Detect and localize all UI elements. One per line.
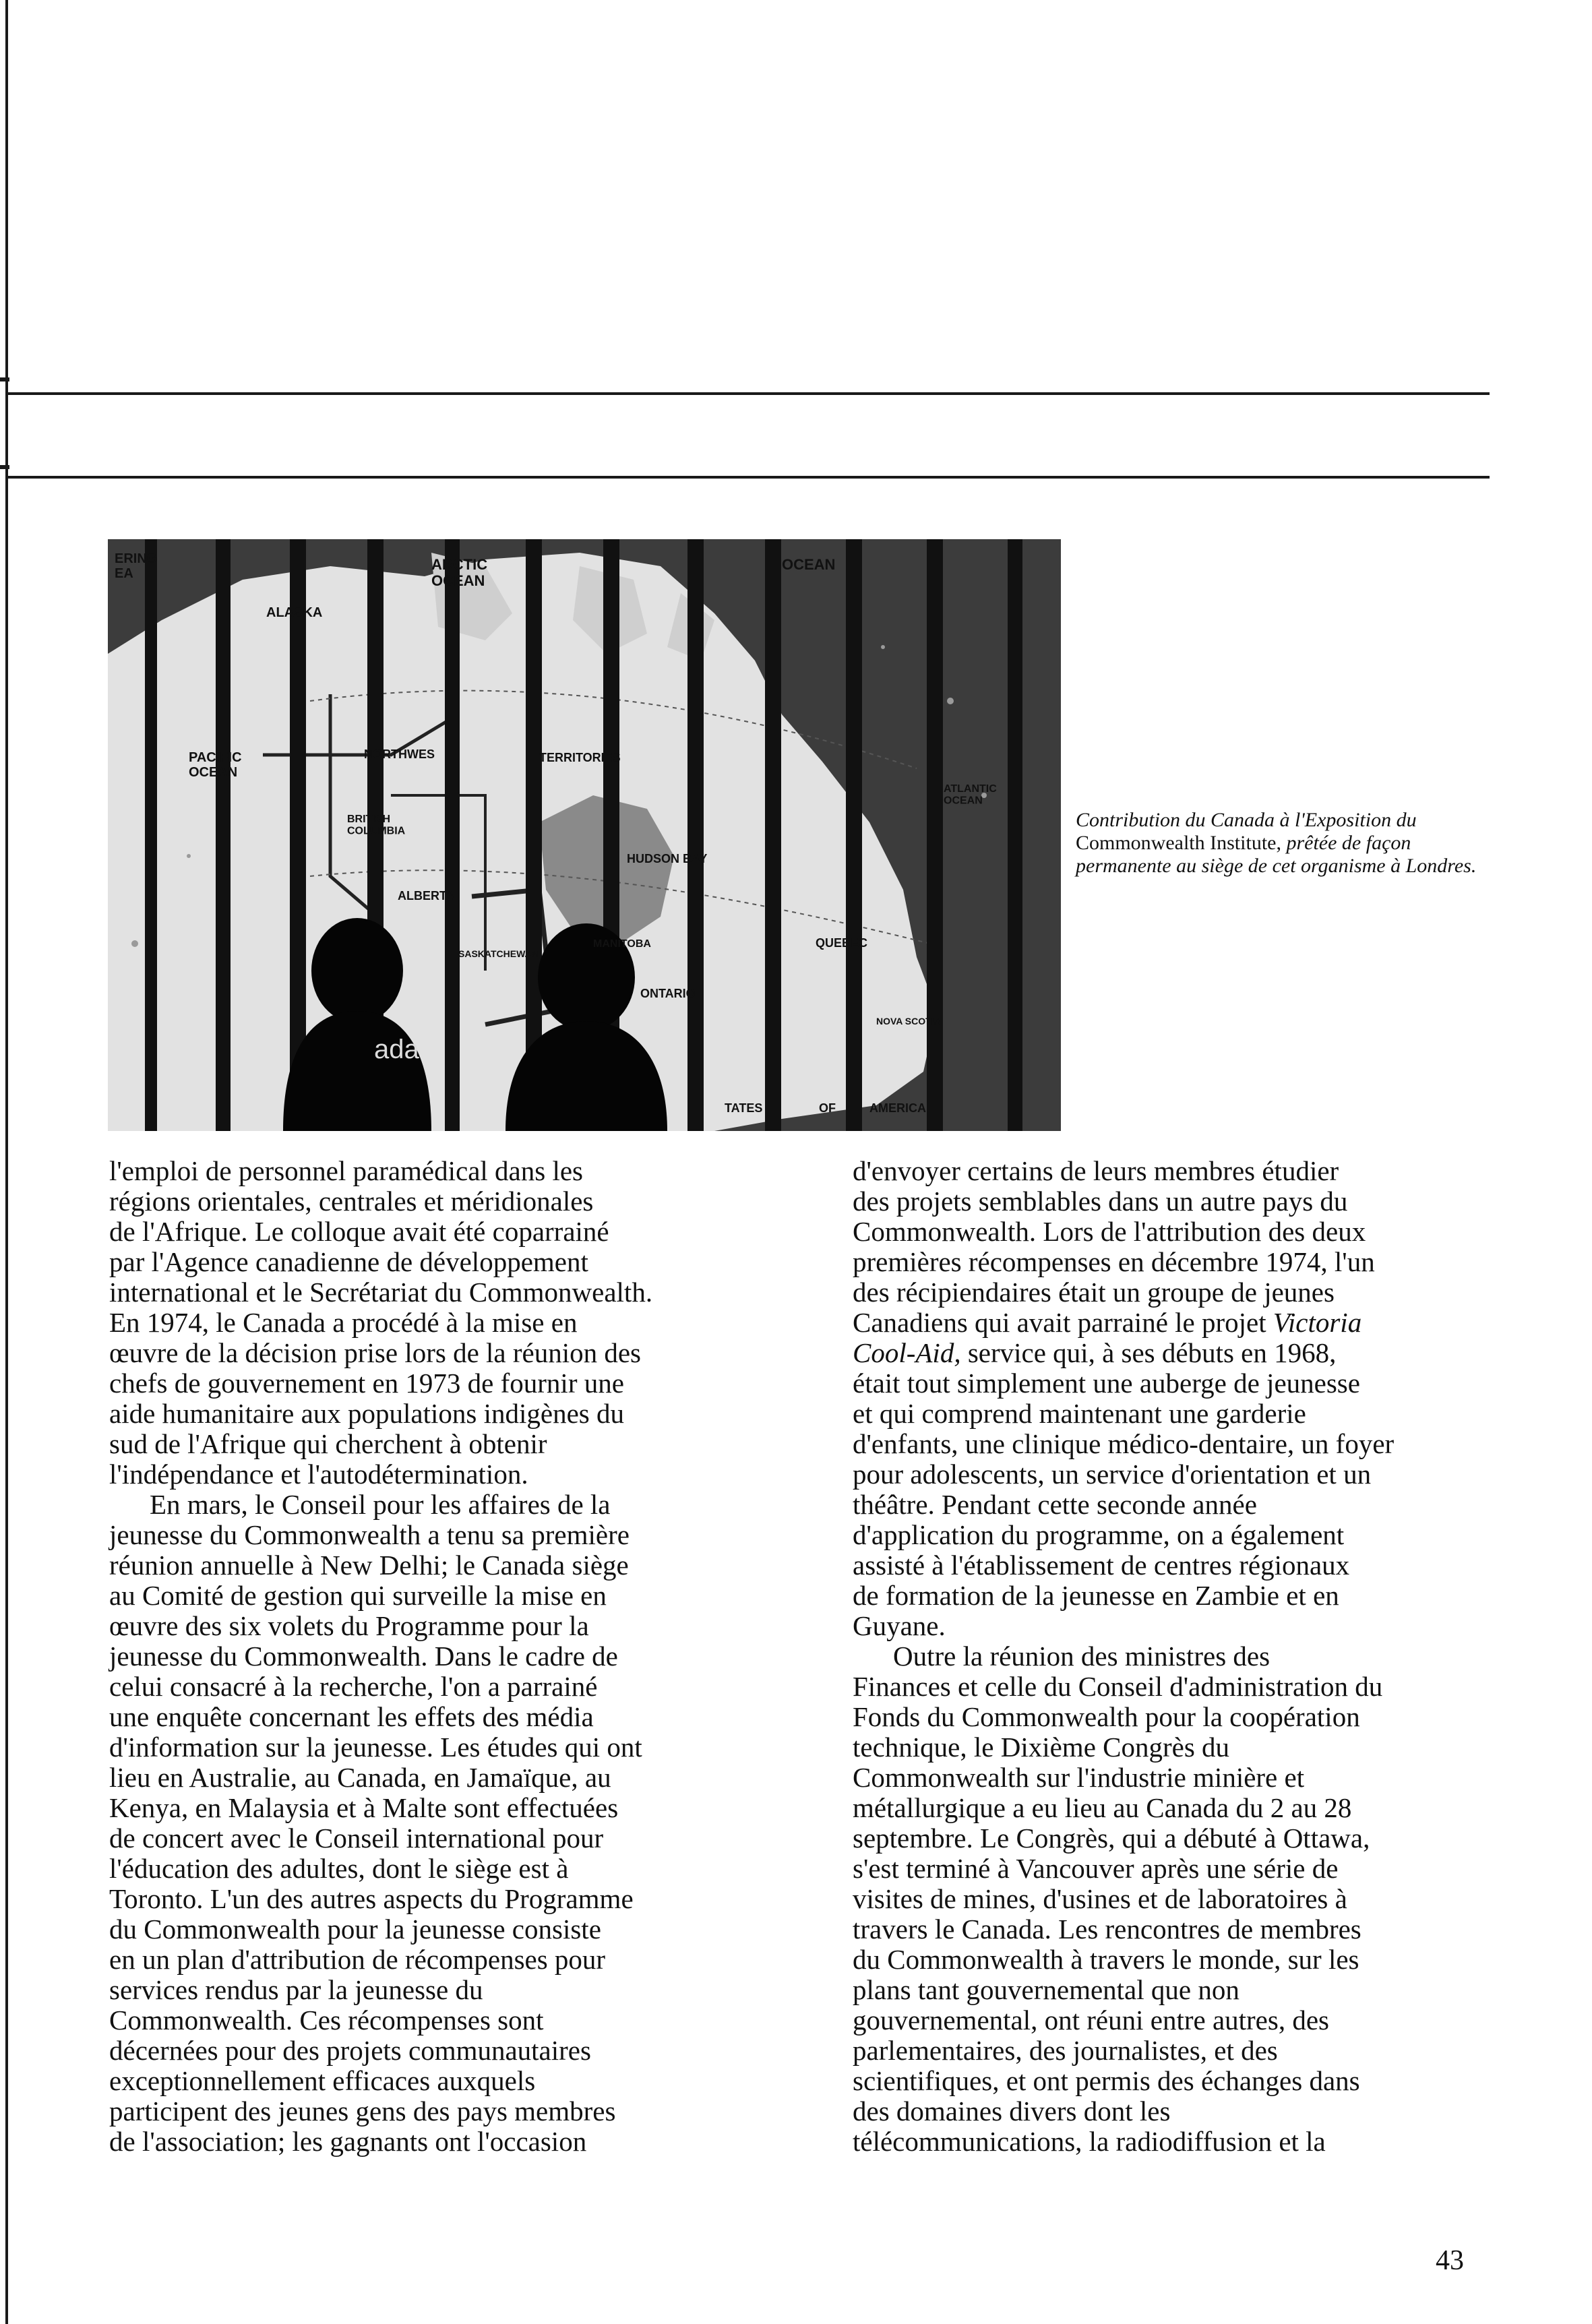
text-line: d'information sur la jeunesse. Les études qui ont <box>109 1732 642 1763</box>
text-line: parlementaires, des journalistes, et des <box>853 2035 1278 2066</box>
map-label-of: OF <box>819 1101 836 1115</box>
text-line: Finances et celle du Conseil d'administration du <box>853 1671 1383 1702</box>
map-label-territories: TERRITORIES <box>539 751 621 764</box>
map-label-quebec: QUEBEC <box>816 936 868 950</box>
text-line: l'éducation des adultes, dont le siège est à <box>109 1853 569 1884</box>
project-name-victoria: Victoria <box>1273 1307 1362 1338</box>
text-line: chefs de gouvernement en 1973 de fournir une <box>109 1368 624 1399</box>
text-line: aide humanitaire aux populations indigènes du <box>109 1398 625 1429</box>
text-line: par l'Agence canadienne de développement <box>109 1246 588 1277</box>
text-line: d'envoyer certains de leurs membres étudier <box>853 1155 1339 1186</box>
text-line: régions orientales, centrales et méridionales <box>109 1186 594 1217</box>
text-line: l'indépendance et l'autodétermination. <box>109 1459 528 1490</box>
map-label-pacific-ocean: PACIFIC OCEAN <box>189 750 242 780</box>
right-paragraph-1 <box>853 1156 1466 1641</box>
top-rule <box>8 392 1490 395</box>
map-label-america: AMERICA <box>869 1101 926 1115</box>
text-line: l'emploi de personnel paramédical dans les <box>109 1155 584 1186</box>
second-rule <box>8 476 1490 479</box>
map-label-bering-sea: ERING EA <box>115 551 158 581</box>
text-line: d'enfants, une clinique médico-dentaire, un foyer <box>853 1428 1395 1459</box>
map-label-hudson-bay: HUDSON BAY <box>627 852 708 865</box>
text-line: de concert avec le Conseil international pour <box>109 1823 604 1854</box>
text-line: Commonwealth. Ces récompenses sont <box>109 2005 544 2036</box>
text-line: gouvernemental, ont réuni entre autres, des <box>853 2005 1329 2036</box>
text-line: Toronto. L'un des autres aspects du Programme <box>109 1883 634 1914</box>
map-label-atlantic-ocean: ATLANTIC OCEAN <box>944 783 997 807</box>
text-line: s'est terminé à Vancouver après une série de <box>853 1853 1339 1884</box>
text-line: réunion annuelle à New Delhi; le Canada siège <box>109 1550 629 1581</box>
text-line: de l'Afrique. Le colloque avait été coparrainé <box>109 1216 609 1247</box>
text-line: des domaines divers dont les <box>853 2096 1171 2127</box>
text-line: En mars, le Conseil pour les affaires de la <box>150 1489 611 1520</box>
text-line: celui consacré à la recherche, l'on a parrainé <box>109 1671 598 1702</box>
text-line: Outre la réunion des ministres des <box>893 1641 1270 1672</box>
text-line: premières récompenses en décembre 1974, l'un <box>853 1246 1375 1277</box>
map-label-states: TATES <box>725 1101 763 1115</box>
map-label-ocean-top: OCEAN <box>782 556 836 573</box>
map-label-saskatchewan: SASKATCHEWAN <box>458 948 539 959</box>
text-line: Kenya, en Malaysia et à Malte sont effectuées <box>109 1792 619 1823</box>
text-line: technique, le Dixième Congrès du <box>853 1732 1230 1763</box>
text-line: théâtre. Pendant cette seconde année <box>853 1489 1257 1520</box>
map-photo-illustration <box>108 539 1061 1131</box>
text-line: jeunesse du Commonwealth. Dans le cadre de <box>109 1641 618 1672</box>
scan-left-edge <box>5 0 8 2324</box>
text-line: En 1974, le Canada a procédé à la mise en <box>109 1307 578 1338</box>
project-name-cool-aid: Cool-Aid, <box>853 1337 961 1368</box>
text-line: Commonwealth. Lors de l'attribution des deux <box>853 1216 1366 1247</box>
text-line: septembre. Le Congrès, qui a débuté à Ottawa, <box>853 1823 1370 1854</box>
text-line: jeunesse du Commonwealth a tenu sa première <box>109 1519 630 1550</box>
text-line: lieu en Australie, au Canada, en Jamaïque, au <box>109 1762 611 1793</box>
text-line: en un plan d'attribution de récompenses pour <box>109 1944 606 1975</box>
text-line: travers le Canada. Les rencontres de membres <box>853 1914 1361 1945</box>
right-column <box>853 1156 1466 2157</box>
text-line: de formation de la jeunesse en Zambie et en <box>853 1580 1339 1611</box>
text-line: métallurgique a eu lieu au Canada du 2 au 28 <box>853 1792 1352 1823</box>
text-segment: Canadiens qui avait parrainé le projet <box>853 1307 1266 1338</box>
text-line: services rendus par la jeunesse du <box>109 1974 483 2005</box>
text-line: de l'association; les gagnants ont l'occasion <box>109 2126 587 2157</box>
caption-part-1: Contribution du Canada à l'Exposition du <box>1076 809 1417 831</box>
map-label-british-columbia: BRITISH COLUMBIA <box>347 814 406 837</box>
map-label-northwest: NORTHWES <box>364 747 435 761</box>
scan-edge-mark <box>0 465 9 469</box>
map-label-arctic-ocean: ARCTIC OCEAN <box>431 556 488 590</box>
text-line: télécommunications, la radiodiffusion et la <box>853 2126 1326 2157</box>
scan-edge-mark <box>0 377 9 381</box>
left-column <box>109 1156 736 2157</box>
map-label-alberta: ALBERTA <box>398 889 455 903</box>
text-line: Commonwealth sur l'industrie minière et <box>853 1762 1305 1793</box>
map-label-ontario: ONTARIO <box>640 987 696 1000</box>
text-line: international et le Secrétariat du Commonwealth. <box>109 1277 653 1308</box>
map-label-alaska: ALASKA <box>266 605 323 620</box>
text-line: pour adolescents, un service d'orientation et un <box>853 1459 1372 1490</box>
text-line: plans tant gouvernemental que non <box>853 1974 1239 2005</box>
text-line: au Comité de gestion qui surveille la mise en <box>109 1580 607 1611</box>
map-label-manitoba: MANITOBA <box>593 938 651 950</box>
text-line: scientifiques, et ont permis des échanges dans <box>853 2065 1360 2096</box>
text-line: œuvre des six volets du Programme pour la <box>109 1610 589 1641</box>
text-line <box>853 1308 1466 1338</box>
page-number: 43 <box>1436 2245 1464 2276</box>
photo-caption <box>1076 809 1507 878</box>
right-paragraph-2 <box>853 1641 1466 2157</box>
left-paragraph-1 <box>109 1156 736 1490</box>
text-line: sud de l'Afrique qui cherchent à obtenir <box>109 1428 547 1459</box>
caption-part-3: prêtée de façon permanente au siège de cet organisme à Londres. <box>1076 832 1477 877</box>
text-line: Guyane. <box>853 1610 946 1641</box>
map-label-canada-fragment: ada <box>374 1035 419 1064</box>
text-line: des récipiendaires était un groupe de jeunes <box>853 1277 1335 1308</box>
text-line: et qui comprend maintenant une garderie <box>853 1398 1306 1429</box>
left-paragraph-2 <box>109 1490 736 2157</box>
text-line: participent des jeunes gens des pays membres <box>109 2096 616 2127</box>
text-line <box>853 1338 1466 1368</box>
exhibition-map-photo <box>108 539 1061 1131</box>
caption-institute: Commonwealth Institute, <box>1076 832 1281 854</box>
text-line: du Commonwealth pour la jeunesse consiste <box>109 1914 601 1945</box>
text-line: œuvre de la décision prise lors de la réunion des <box>109 1337 642 1368</box>
map-label-nova-scotia: NOVA SCOTIA <box>876 1016 941 1027</box>
text-line: assisté à l'établissement de centres régionaux <box>853 1550 1350 1581</box>
text-line: décernées pour des projets communautaires <box>109 2035 591 2066</box>
text-segment: service qui, à ses débuts en 1968, <box>960 1337 1337 1368</box>
text-line: Fonds du Commonwealth pour la coopération <box>853 1701 1360 1732</box>
text-line: était tout simplement une auberge de jeunesse <box>853 1368 1360 1399</box>
text-line: exceptionnellement efficaces auxquels <box>109 2065 536 2096</box>
text-line: d'application du programme, on a également <box>853 1519 1345 1550</box>
text-line: une enquête concernant les effets des média <box>109 1701 594 1732</box>
text-line: des projets semblables dans un autre pays du <box>853 1186 1348 1217</box>
text-line: du Commonwealth à travers le monde, sur les <box>853 1944 1359 1975</box>
text-line: visites de mines, d'usines et de laboratoires à <box>853 1883 1347 1914</box>
